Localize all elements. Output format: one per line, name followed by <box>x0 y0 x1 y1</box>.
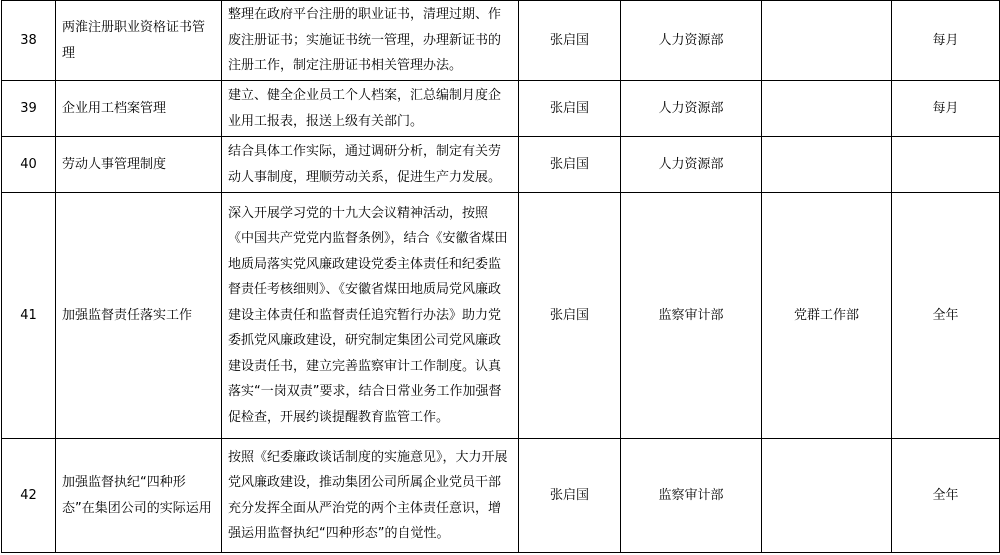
completion-frequency: 每月 <box>892 1 1000 81</box>
responsible-person: 张启国 <box>519 439 621 553</box>
table-row <box>2 137 1000 193</box>
task-name: 两淮注册职业资格证书管理 <box>56 1 222 81</box>
row-number: 42 <box>2 439 56 553</box>
task-name: 加强监督责任落实工作 <box>56 193 222 439</box>
cooperating-department <box>762 439 892 553</box>
row-number: 41 <box>2 193 56 439</box>
table-row <box>2 439 1000 553</box>
row-number: 40 <box>2 137 56 193</box>
task-description: 整理在政府平台注册的职业证书，清理过期、作废注册证书；实施证书统一管理，办理新证书的注册工作，制定注册证书相关管理办法。 <box>222 1 519 81</box>
table-row <box>2 81 1000 137</box>
table-row <box>2 193 1000 439</box>
task-description: 结合具体工作实际，通过调研分析，制定有关劳动人事制度，理顺劳动关系，促进生产力发展。 <box>222 137 519 193</box>
responsible-department: 监察审计部 <box>621 439 762 553</box>
responsible-department: 人力资源部 <box>621 137 762 193</box>
task-table <box>1 0 1000 553</box>
responsible-person: 张启国 <box>519 1 621 81</box>
task-name: 劳动人事管理制度 <box>56 137 222 193</box>
task-description: 深入开展学习党的十九大会议精神活动，按照《中国共产党党内监督条例》，结合《安徽省煤田地质局落实党风廉政建设党委主体责任和纪委监督责任考核细则》、《安徽省煤田地质局党风廉政建设主体责任和监督责任追究暂行办法》助力党委抓党风廉政建设，研究制定集团公司党风廉政建设责任书，建立完善监察审计工作制度。认真落实“一岗双责”要求，结合日常业务工作加强督促检查，开展约谈提醒教育监管工作。 <box>222 193 519 439</box>
table-row <box>2 1 1000 81</box>
responsible-department: 人力资源部 <box>621 81 762 137</box>
completion-frequency: 全年 <box>892 193 1000 439</box>
row-number: 38 <box>2 1 56 81</box>
completion-frequency: 每月 <box>892 81 1000 137</box>
responsible-department: 监察审计部 <box>621 193 762 439</box>
responsible-person: 张启国 <box>519 193 621 439</box>
responsible-person: 张启国 <box>519 137 621 193</box>
responsible-department: 人力资源部 <box>621 1 762 81</box>
completion-frequency: 全年 <box>892 439 1000 553</box>
responsible-person: 张启国 <box>519 81 621 137</box>
cooperating-department <box>762 1 892 81</box>
task-name: 加强监督执纪“四种形态”在集团公司的实际运用 <box>56 439 222 553</box>
completion-frequency <box>892 137 1000 193</box>
task-description: 建立、健全企业员工个人档案，汇总编制月度企业用工报表，报送上级有关部门。 <box>222 81 519 137</box>
cooperating-department <box>762 81 892 137</box>
task-name: 企业用工档案管理 <box>56 81 222 137</box>
cooperating-department: 党群工作部 <box>762 193 892 439</box>
row-number: 39 <box>2 81 56 137</box>
task-description: 按照《纪委廉政谈话制度的实施意见》，大力开展党风廉政建设，推动集团公司所属企业党员干部充分发挥全面从严治党的两个主体责任意识，增强运用监督执纪“四种形态”的自觉性。 <box>222 439 519 553</box>
cooperating-department <box>762 137 892 193</box>
